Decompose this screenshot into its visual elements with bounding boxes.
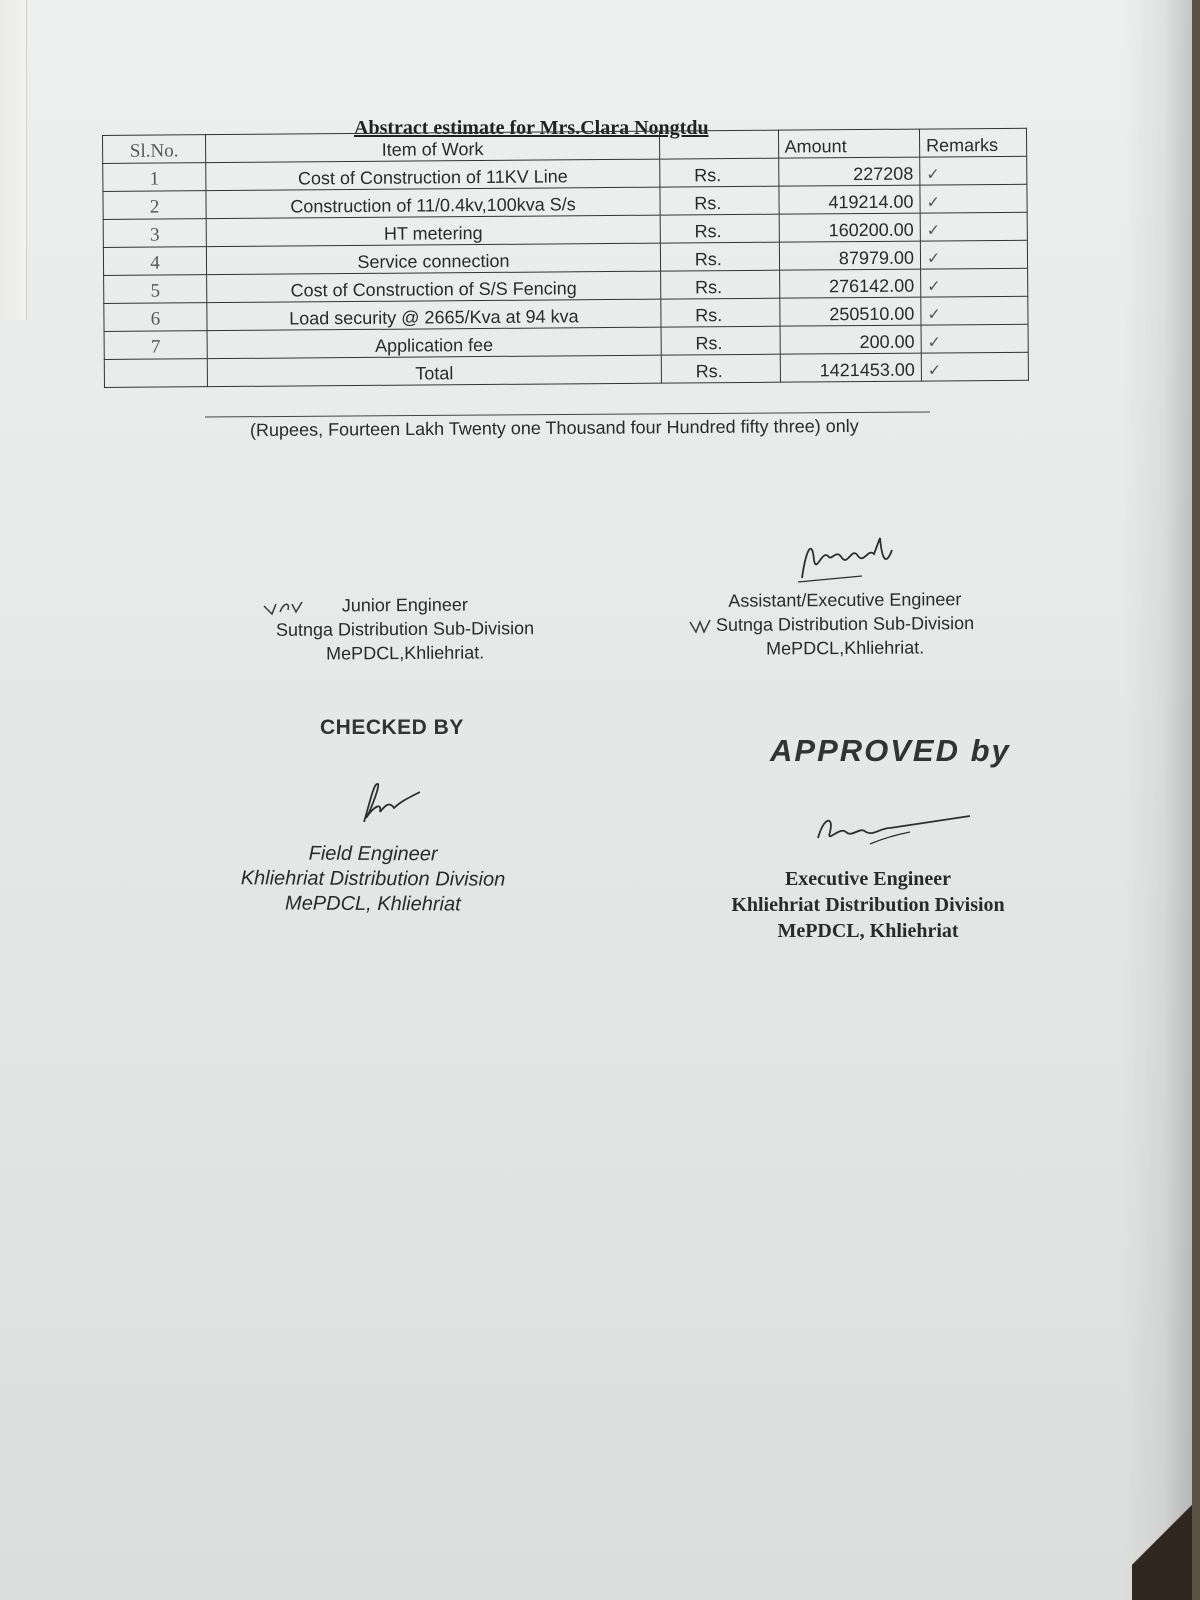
- row-item: HT metering: [206, 215, 660, 247]
- total-currency: Rs.: [661, 354, 780, 383]
- aee-signature: [792, 530, 912, 590]
- estimate-table: [102, 128, 1029, 388]
- aee-subdivision: Sutnga Distribution Sub-Division: [715, 613, 975, 635]
- row-currency: Rs.: [661, 326, 780, 355]
- header-currency: [659, 130, 778, 159]
- paper-shadow-edge: [1122, 0, 1192, 1600]
- ee-division: Khliehriat Distribution Division: [731, 894, 1005, 916]
- row-sl-no: 3: [103, 219, 206, 248]
- background-corner: [1132, 1500, 1192, 1600]
- row-currency: Rs.: [660, 186, 779, 215]
- row-currency: Rs.: [660, 158, 779, 187]
- approved-by-stamp: APPROVED by: [770, 733, 1011, 768]
- amount-in-words: (Rupees, Fourteen Lakh Twenty one Thousand four Hundred fifty three) only: [249, 415, 859, 441]
- paper-fold: [0, 0, 27, 320]
- checked-by-stamp: CHECKED BY: [320, 716, 464, 739]
- assistant-engineer-block: [680, 587, 1010, 661]
- field-engineer-block: [218, 841, 528, 918]
- executive-engineer-signature: [810, 808, 980, 860]
- je-designation: Junior Engineer: [341, 594, 468, 616]
- total-remark-tick: ✓: [921, 352, 1028, 381]
- row-sl-no: 5: [104, 275, 207, 304]
- document-title: Abstract estimate for Mrs.Clara Nongtdu: [354, 117, 709, 139]
- total-amount: 1421453.00: [780, 353, 922, 382]
- fe-designation: Field Engineer: [308, 842, 438, 866]
- row-item: Service connection: [206, 243, 660, 275]
- executive-engineer-block: [708, 866, 1028, 944]
- row-item: Cost of Construction of 11KV Line: [206, 159, 660, 191]
- row-sl-no: 2: [103, 191, 206, 220]
- row-amount: 87979.00: [779, 241, 921, 270]
- je-office: MePDCL,Khliehriat.: [326, 642, 485, 664]
- row-remark-tick: ✓: [920, 156, 1027, 185]
- aee-office: MePDCL,Khliehriat.: [766, 637, 925, 659]
- row-item: Application fee: [207, 327, 661, 359]
- row-item: Construction of 11/0.4kv,100kva S/s: [206, 187, 660, 219]
- row-amount: 419214.00: [778, 185, 920, 214]
- ee-office: MePDCL, Khliehriat: [777, 920, 959, 942]
- header-item-of-work: Item of Work: [206, 131, 660, 163]
- row-currency: Rs.: [661, 298, 780, 327]
- row-item: Load security @ 2665/Kva at 94 kva: [207, 299, 661, 331]
- row-amount: 200.00: [780, 325, 922, 354]
- row-sl-no: 6: [104, 303, 207, 332]
- row-amount: 227208: [778, 157, 920, 186]
- row-remark-tick: ✓: [921, 268, 1028, 297]
- row-remark-tick: ✓: [920, 184, 1027, 213]
- total-row: [104, 352, 1028, 387]
- row-remark-tick: ✓: [920, 240, 1027, 269]
- fe-division: Khliehriat Distribution Division: [240, 867, 506, 891]
- field-engineer-signature: [350, 772, 430, 830]
- row-remark-tick: ✓: [920, 212, 1027, 241]
- row-sl-no: 4: [103, 247, 206, 276]
- row-amount: 160200.00: [779, 213, 921, 242]
- total-label: Total: [207, 355, 661, 387]
- row-remark-tick: ✓: [921, 296, 1028, 325]
- header-amount: Amount: [778, 129, 920, 158]
- junior-engineer-block: [255, 592, 555, 666]
- row-amount: 250510.00: [779, 297, 921, 326]
- header-remarks: Remarks: [919, 128, 1026, 157]
- row-currency: Rs.: [660, 242, 779, 271]
- total-sl-blank: [104, 359, 207, 388]
- row-currency: Rs.: [660, 270, 779, 299]
- je-subdivision: Sutnga Distribution Sub-Division: [275, 618, 535, 640]
- row-amount: 276142.00: [779, 269, 921, 298]
- fe-office: MePDCL, Khliehriat: [285, 892, 461, 916]
- row-sl-no: 7: [104, 331, 207, 360]
- ee-designation: Executive Engineer: [784, 868, 952, 890]
- header-sl-no: Sl.No.: [103, 135, 206, 164]
- aee-designation: Assistant/Executive Engineer: [728, 589, 962, 611]
- row-sl-no: 1: [103, 163, 206, 192]
- row-remark-tick: ✓: [921, 324, 1028, 353]
- row-currency: Rs.: [660, 214, 779, 243]
- row-item: Cost of Construction of S/S Fencing: [207, 271, 661, 303]
